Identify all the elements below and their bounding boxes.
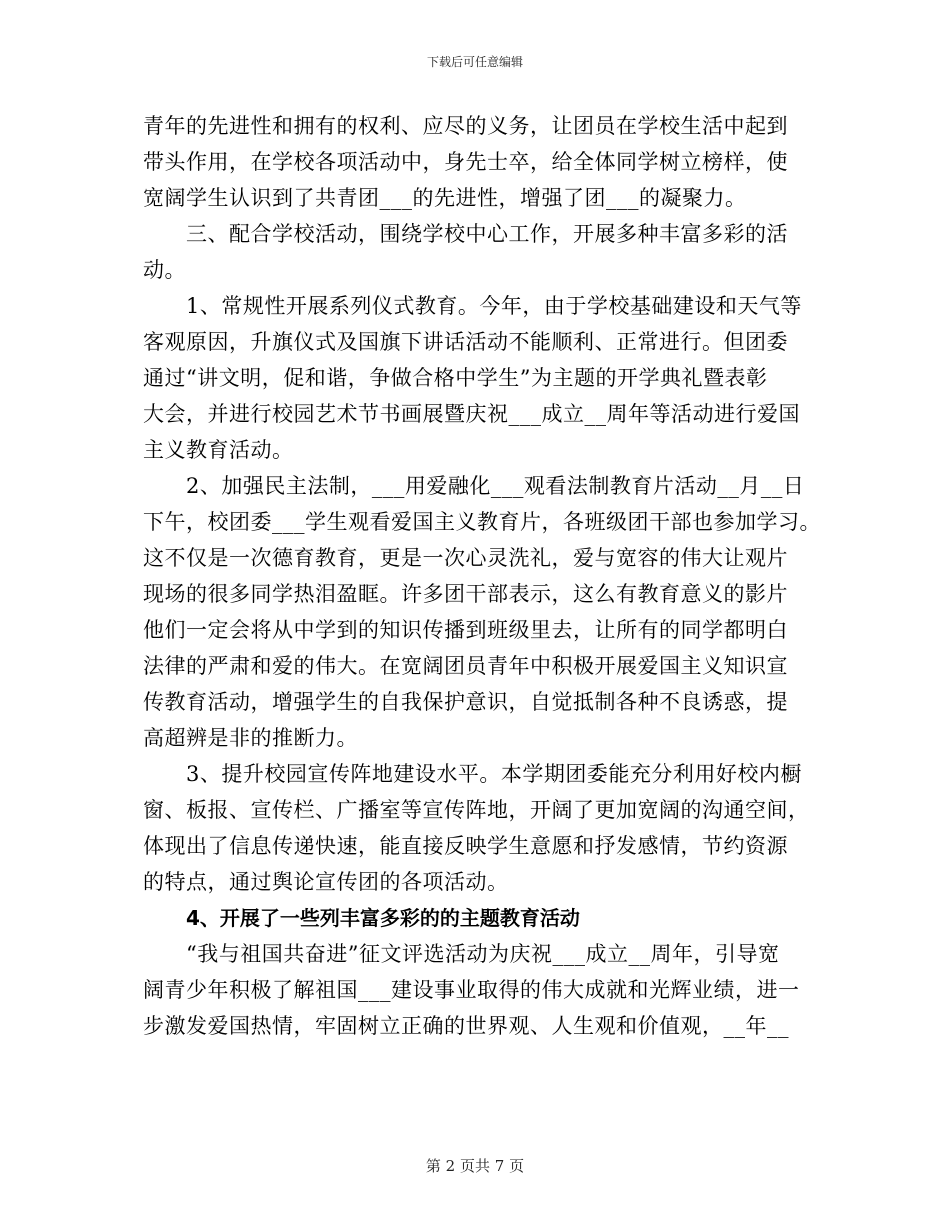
document-body xyxy=(143,108,823,1044)
text-line: 大会，并进行校园艺术节书画展暨庆祝___成立__周年等活动进行爱国 xyxy=(143,402,800,426)
paragraph-3-start: 3、提升校园宣传阵地建设水平。本学期团委能充分利用好校内橱 xyxy=(186,762,802,786)
text-line: 的特点，通过舆论宣传团的各项活动。 xyxy=(143,870,509,894)
text-line: 下午，校团委___学生观看爱国主义教育片，各班级团干部也参加学习。 xyxy=(143,510,821,534)
paragraph-1-start: 1、常规性开展系列仪式教育。今年，由于学校基础建设和天气等 xyxy=(186,294,802,318)
text-line: 高超辨是非的推断力。 xyxy=(143,726,358,750)
text-line: 阔青少年积极了解祖国___建设事业取得的伟大成就和光辉业绩，进一 xyxy=(143,978,800,1002)
text-line: 窗、板报、宣传栏、广播室等宣传阵地，开阔了更加宽阔的沟通空间， xyxy=(143,798,810,822)
text-line: 通过“讲文明，促和谐，争做合格中学生”为主题的开学典礼暨表彰 xyxy=(143,366,768,390)
text-line: 法律的严肃和爱的伟大。在宽阔团员青年中积极开展爱国主义知识宣 xyxy=(143,654,788,678)
text-line: 现场的很多同学热泪盈眶。许多团干部表示，这么有教育意义的影片 xyxy=(143,582,788,606)
text-line: 客观原因，升旗仪式及国旗下讲话活动不能顺利、正常进行。但团委 xyxy=(143,330,788,354)
text-line: 带头作用，在学校各项活动中，身先士卒，给全体同学树立榜样，使 xyxy=(143,150,788,174)
page-footer: 第 2 页共 7 页 xyxy=(425,1157,525,1175)
section-heading-4: 4、开展了一些列丰富多彩的的主题教育活动 xyxy=(186,906,580,930)
text-line: 体现出了信息传递快速，能直接反映学生意愿和抒发感情，节约资源 xyxy=(143,834,788,858)
text-line: 宽阔学生认识到了共青团___的先进性，增强了团___的凝聚力。 xyxy=(143,186,747,210)
text-line: 这不仅是一次德育教育，更是一次心灵洗礼，爱与宽容的伟大让观片 xyxy=(143,546,788,570)
text-line: 青年的先进性和拥有的权利、应尽的义务，让团员在学校生活中起到 xyxy=(143,114,788,138)
text-line: 传教育活动，增强学生的自我保护意识，自觉抵制各种不良诱惑，提 xyxy=(143,690,788,714)
text-line: 动。 xyxy=(143,258,186,282)
paragraph-4-start: “我与祖国共奋进”征文评选活动为庆祝___成立__周年，引导宽 xyxy=(186,942,780,966)
text-line: 他们一定会将从中学到的知识传播到班级里去，让所有的同学都明白 xyxy=(143,618,788,642)
paragraph-2-start: 2、加强民主法制，___用爱融化___观看法制教育片活动__月__日 xyxy=(186,474,805,498)
text-line: 主义教育活动。 xyxy=(143,438,294,462)
section-heading-3: 三、配合学校活动，围绕学校中心工作，开展多种丰富多彩的活 xyxy=(186,222,788,246)
page-header: 下载后可任意编辑 xyxy=(426,55,523,69)
text-line: 步激发爱国热情，牢固树立正确的世界观、人生观和价值观，__年__ xyxy=(143,1014,789,1038)
